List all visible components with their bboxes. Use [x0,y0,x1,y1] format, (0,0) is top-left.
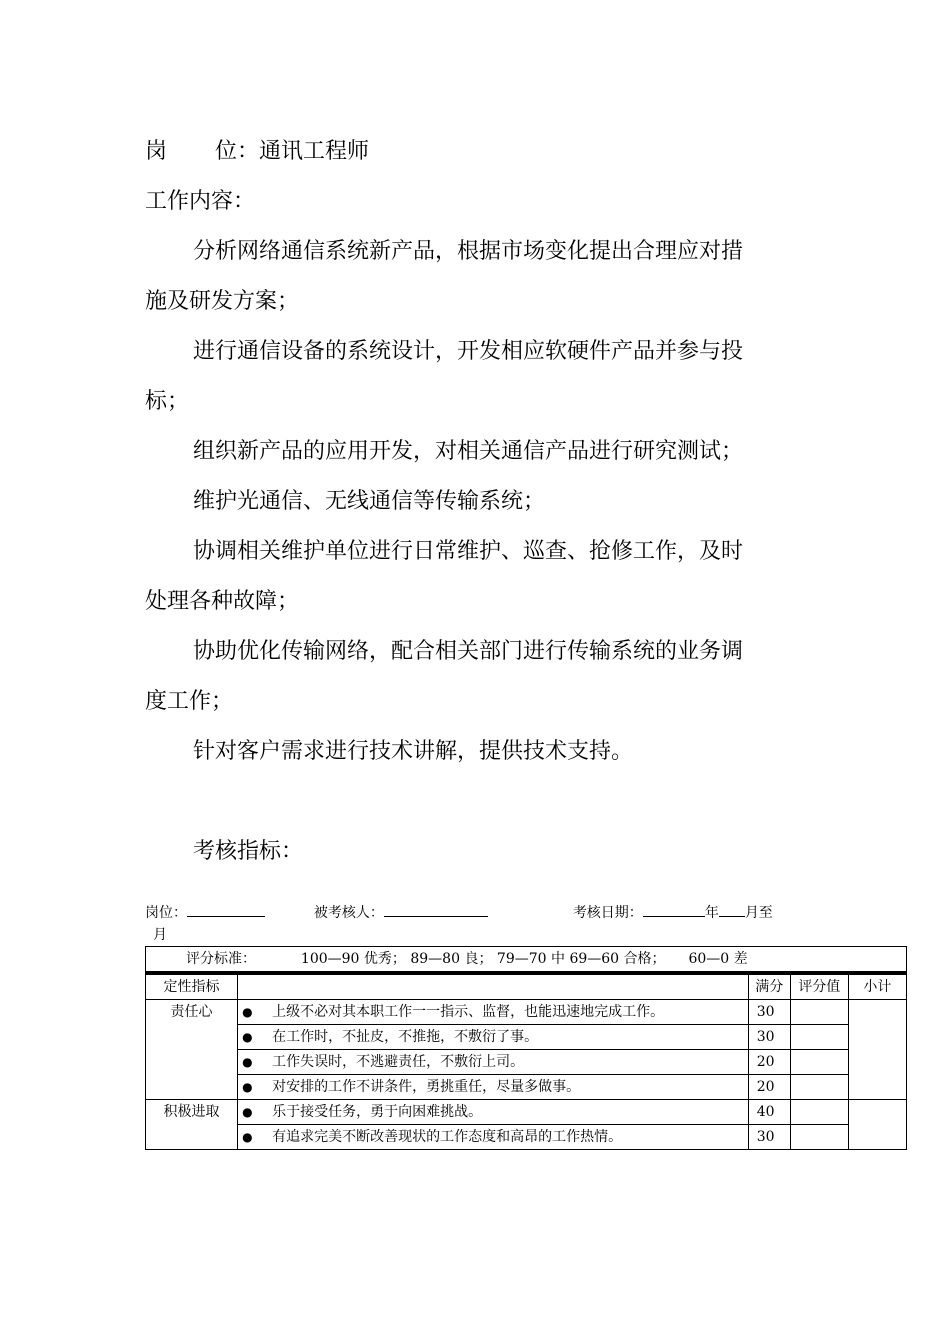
scale-excellent: 100—90 优秀； [300,951,406,967]
criterion-text: 乐于接受任务，勇于向困难挑战。 [272,1104,483,1120]
full-score: 30 [748,1000,790,1025]
duty-5-line1: 协调相关维护单位进行日常维护、巡查、抢修工作，及时 [193,539,744,564]
bullet-icon: ● [242,1105,253,1119]
duty-1-line1: 分析网络通信系统新产品，根据市场变化提出合理应对措 [193,239,744,264]
kpi-title: 考核指标： [193,839,304,864]
subtotal-cell[interactable] [848,1000,906,1100]
bullet-icon: ● [242,1080,253,1094]
group-initiative: 积极进取 [146,1100,238,1150]
bullet-icon: ● [242,1130,253,1144]
table-row [146,1000,907,1025]
full-score: 30 [748,1025,790,1050]
table-row [146,1025,907,1050]
table-row [146,1075,907,1100]
rating-cell[interactable] [790,1075,848,1100]
full-score: 20 [748,1050,790,1075]
post-field[interactable] [187,902,265,917]
criterion-text: 对安排的工作不讲条件，勇挑重任，尽量多做事。 [272,1079,581,1095]
scale-row [146,947,907,974]
header-score: 满分 [748,973,790,1000]
criterion-text: 上级不必对其本职工作一一指示、监督，也能迅速地完成工作。 [272,1004,665,1020]
post-label-b: 位：通讯工程师 [215,139,370,164]
duty-1-line2: 施及研发方案； [145,289,300,314]
duty-6-line1: 协助优化传输网络，配合相关部门进行传输系统的业务调 [193,639,744,664]
post-field-label: 岗位： [145,905,187,921]
duty-4: 维护光通信、无线通信等传输系统； [193,489,546,514]
post-title [145,140,369,164]
full-score: 30 [748,1125,790,1150]
full-score: 40 [748,1100,790,1125]
date-field-label: 考核日期： [572,905,643,921]
scale-medium: 79—70 中 [496,951,565,967]
criterion-text: 工作失误时，不逃避责任，不敷衍上司。 [272,1054,525,1070]
bullet-icon: ● [242,1005,253,1019]
post-label-a: 岗 [145,139,168,164]
group-responsibility: 责任心 [146,1000,238,1100]
content-title: 工作内容： [145,189,256,214]
evaluation-table [145,946,907,1150]
header-blank [238,973,749,1000]
bullet-icon: ● [242,1055,253,1069]
bullet-icon: ● [242,1030,253,1044]
date-month-field[interactable] [719,902,745,917]
header-rating: 评分值 [790,973,848,1000]
duty-5-line2: 处理各种故障； [145,589,300,614]
criterion-text: 有追求完美不断改善现状的工作态度和高昂的工作热情。 [272,1129,623,1145]
rating-cell[interactable] [790,1100,848,1125]
duty-7: 针对客户需求进行技术讲解，提供技术支持。 [193,739,634,764]
duty-2-line2: 标； [145,389,190,414]
duty-6-line2: 度工作； [145,689,234,714]
month-label: 月 [153,927,167,943]
month-to-label: 月至 [744,905,773,921]
table-row [146,1100,907,1125]
duty-3: 组织新产品的应用开发，对相关通信产品进行研究测试； [193,439,744,464]
rating-cell[interactable] [790,1025,848,1050]
form-line [145,902,773,922]
table-row [146,1050,907,1075]
rating-cell[interactable] [790,1000,848,1025]
year-label: 年 [704,905,719,921]
subtotal-cell[interactable] [848,1100,906,1150]
rating-cell[interactable] [790,1050,848,1075]
duty-2-line1: 进行通信设备的系统设计，开发相应软硬件产品并参与投 [193,339,744,364]
assessee-field[interactable] [384,902,488,917]
scale-pass: 69—60 合格； [569,951,666,967]
scale-label: 评分标准： [186,951,256,967]
full-score: 20 [748,1075,790,1100]
table-row [146,1125,907,1150]
scale-poor: 60—0 差 [688,951,748,967]
criterion-text: 在工作时，不扯皮，不推拖，不敷衍了事。 [272,1029,539,1045]
header-subtotal: 小计 [848,973,906,1000]
rating-cell[interactable] [790,1125,848,1150]
date-year-field[interactable] [643,902,705,917]
assessee-field-label: 被考核人： [313,905,384,921]
scale-good: 89—80 良； [410,951,493,967]
header-category: 定性指标 [146,973,238,1000]
header-row [146,973,907,1000]
